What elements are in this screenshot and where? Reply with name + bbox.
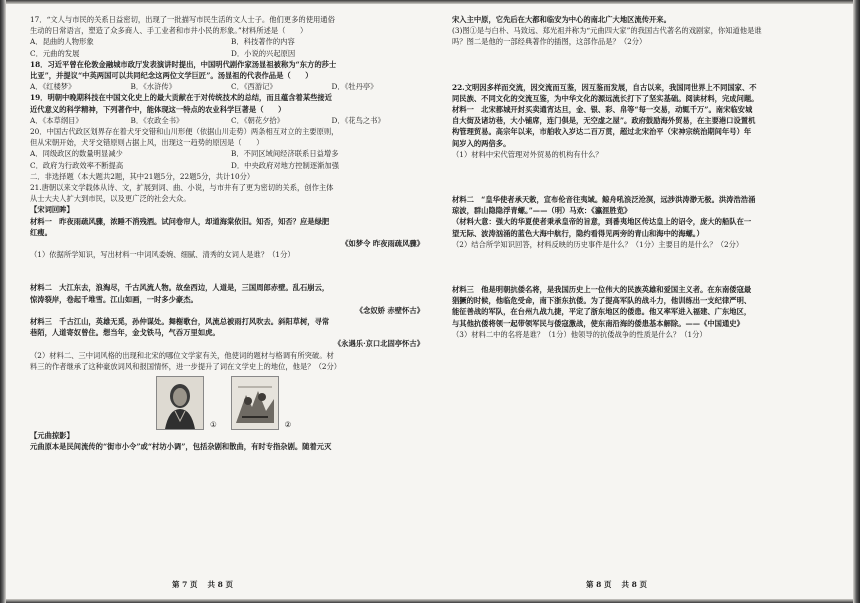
q22-material-3-line4: 与其他抗倭将领一起带领军民与倭寇激战，使东南沿海的倭患基本解除。——《中国通史》 [452,318,744,328]
q19-stem: 19．明朝中晚期科技在中国文化史上的最大贡献在于对传统技术的总结，而且蕴含着某些接近 [30,93,333,103]
scan-edge-top [0,0,860,4]
section-2-heading: 二．非选择题（本大题共2题，其中21题5分，22题5分，共计10分） [30,171,255,181]
q21-material-3-cont: 巷陌，人道寄奴曾住。想当年，金戈铁马，气吞万里如虎。 [30,328,220,338]
q21-material-2: 材料二 大江东去，浪淘尽，千古风流人物。故垒西边，人道是，三国周郎赤壁。乱石崩云， [30,283,330,293]
q20-options-row2 [30,160,432,171]
q19-option-d: D．《花鸟之书》 [331,115,385,125]
q17-stem-cont: 生动的日常语言，塑造了众多商人、手工业者和市井小民的形象。”材料所述是（ ） [30,26,308,36]
page-8-column [452,14,836,340]
q17-option-a: A．昆曲的人物形象 [30,37,94,47]
q21-picture-row [156,372,432,430]
page-7-column [30,14,432,453]
q19-option-b: B．《农政全书》 [130,115,184,125]
q22-material-2-gloss: （材料大意：强大的华夏使者秉承皇帝的旨意，到番夷地区传达皇上的诏令，庞大的船队在一 [452,217,752,227]
q20-option-d: D．中央政府对地方控制逐渐加强 [231,160,340,170]
q22-question-3: （3）材料二中的名将是谁？（1分）他领导的抗倭战争的性质是什么？（1分） [452,329,707,339]
q20-option-b: B．不同区域间经济联系日益增多 [231,149,339,159]
q22-material-3-line3: 能征善战的军队，在台州九战九捷，平定了浙东地区的倭患。他又率军进入福建、广东地区， [452,307,752,317]
q21-material-1-cont: 红瘦。 [30,227,52,237]
q21-stem: 21.唐朝以来文学载体从诗、文，扩展到词、曲、小说，与市井有了更为密切的关系，创作主体 [30,183,334,193]
yuan-playwright-portrait-image [156,376,204,430]
q21-material-2-source: 《念奴娇 赤壁怀古》 [355,305,424,315]
q18-stem: 18．习近平曾在伦敦金融城市政厅发表演讲时提出，中国明代剧作家汤显祖被称为“东方的莎士 [30,59,337,69]
picture-1-label: ① [210,419,217,429]
q21-material-1-source: 《如梦令 昨夜雨疏风骤》 [341,239,424,249]
q18-option-d: D．《牡丹亭》 [331,82,378,92]
q17-options-row1 [30,36,432,47]
q19-option-c: C．《朝花夕拾》 [231,115,285,125]
scan-edge-left [0,0,6,603]
q18-stem-cont: 比亚”，并提议“中英两国可以共同纪念这两位文学巨匠”。汤显祖的代表作品是（ ） [30,71,313,81]
q22-material-1-line3: 构管理贸易。高宗年以来，市舶收入岁达二百万贯，超过北宋治平（宋神宗统治期间年号）年 [452,127,752,137]
q22-material-2: 材料二 “皇华使者承天敕，宣布伦音往夷域。鲸舟吼浪泛沧溟，远涉洪涛渺无极。洪涛浩浩涌 [452,195,756,205]
q20-option-c: C．政府为行政效率不断提高 [30,160,124,170]
q17-stem: 17．“文人与市民的关系日益密切，出现了一批描写市民生活的文人士子。他们更多的使用通俗 [30,15,335,24]
q19-stem-cont: 近代意义的科学精神，下列著作中，能体现这一特点的农业科学巨著是（ ） [30,104,286,114]
yuan-qu-text-cont: 宋入主中原，它先后在大都和临安为中心的南北广大地区流传开来。 [452,15,671,24]
q20-stem: 20．中国古代政区划界存在着犬牙交错和山川形便（依据山川走势）两条相互对立的主要原则， [30,127,339,137]
q22-material-3: 材料三 他是明朝抗倭名将，是我国历史上一位伟大的民族英雄和爱国主义者。在东南倭寇最 [452,285,752,295]
scan-edge-bottom [0,599,860,603]
q19-option-a: A．《本草纲目》 [30,115,83,125]
q22-question-2: （2）结合所学知识回答，材料反映的历史事件是什么？（1分）主要目的是什么？（2分） [452,239,744,249]
q22-material-1: 材料一 北宋都城开封买卖通宵达旦，金、银、彩、帛等“每一交易，动辄千万”。南宋临安城 [452,105,753,115]
q21-subhead-song-ci: 【宋词回眸】 [30,205,74,215]
q21-question-3-cont: 吗？图二是他的一部经典著作的插图，这部作品是？（2分） [452,37,647,47]
q22-material-2-line2: 琼波，群山隐隐浮青螺。”——（明）马欢：《瀛涯胜览》 [452,206,632,216]
classic-drama-illustration-image [231,376,279,430]
scan-edge-right [853,0,860,603]
q21-material-1: 材料一 昨夜雨疏风骤，浓睡不消残酒。试问卷帘人，却道海棠依旧。知否，知否？应是绿肥 [30,216,330,226]
q20-stem-cont: 但从宋朝开始，犬牙交错原则占据上风，出现这一趋势的原因是（ ） [30,138,264,148]
picture-2-label: ② [284,419,292,429]
q19-options [30,115,432,126]
q20-options-row1 [30,148,432,159]
q21-material-3-source: 《永遇乐·京口北固亭怀古》 [333,339,424,349]
page-8-footer: 第 8 页 共 8 页 [586,580,647,589]
q21-question-2-cont: 料三的作者继承了这种豪放词风和报国情怀，进一步提升了词在文学史上的地位，他是？（2分） [30,361,342,371]
q20-option-a: A．同级政区的数量明显减少 [30,149,123,159]
q22-material-3-line2: 猖獗的时候，他临危受命，南下浙东抗倭。为了提高军队的战斗力，他训练出一支纪律严明、 [452,296,752,306]
q18-option-c: C．《西游记》 [231,82,277,92]
q21-yuan-qu-text: 元曲原本是民间流传的“街市小令”或“村坊小调”，包括杂剧和散曲，有时专指杂剧。随着元灭 [30,442,332,452]
q22-question-1: （1）材料中宋代管理对外贸易的机构有什么？ [452,149,603,159]
q21-material-3: 材料三 千古江山，英雄无觅，孙仲谋处。舞榭歌台，风流总被雨打风吹去。斜阳草树，寻常 [30,317,330,327]
q21-question-1: （1）依据所学知识，写出材料一中词风委婉、细腻、清秀的女词人是谁？（1分） [30,250,295,260]
q21-stem-cont: 从士大夫人扩大到市民，以及更广泛的社会大众。 [30,194,191,204]
q17-option-c: C．元曲的发展 [30,48,80,58]
q21-subhead-yuan-qu: 【元曲掠影】 [30,431,74,441]
q21-question-2: （2）材料二、三中词风格的出现和北宋的哪位文学家有关，他使词的题材与格调有所突破。材 [30,350,334,360]
q18-options [30,81,432,92]
q21-material-2-cont: 惊涛裂岸，卷起千堆雪。江山如画，一时多少豪杰。 [30,294,198,304]
q18-option-a: A．《红楼梦》 [30,82,76,92]
q22-material-1-line2: 自大街及诸坊巷，大小铺席，连门俱是，无空虚之屋”。政府鼓励海外贸易，在主要港口设置机 [452,116,756,126]
page-7-footer: 第 7 页 共 8 页 [172,580,233,589]
q22-stem: 22.文明因多样而交流，因交流而互鉴，因互鉴而发展，自古以来，我国同世界上不同国家、不 [452,82,757,92]
q18-option-b: B．《水浒传》 [130,82,176,92]
q17-option-d: D．小说的兴起原因 [231,48,296,58]
q17-options-row2 [30,48,432,59]
q22-stem-cont: 同民族、不同文化的交流互鉴，为中华文化的源远流长打下了坚实基础。阅读材料，完成问题。 [452,93,759,103]
q17-option-b: B．科技著作的内容 [231,37,295,47]
q22-material-2-gloss-cont: 望无际、波涛汹涌的蓝色大海中航行，隐约看得见两旁的青山和海中的海螺。） [452,228,704,238]
q21-question-3: (3)图①是与白朴、马致远、郑光祖并称为“元曲四大家”的我国古代著名的戏剧家，你知道他是谁 [452,26,762,36]
q22-material-1-line4: 间岁入的两倍多。 [452,138,511,148]
